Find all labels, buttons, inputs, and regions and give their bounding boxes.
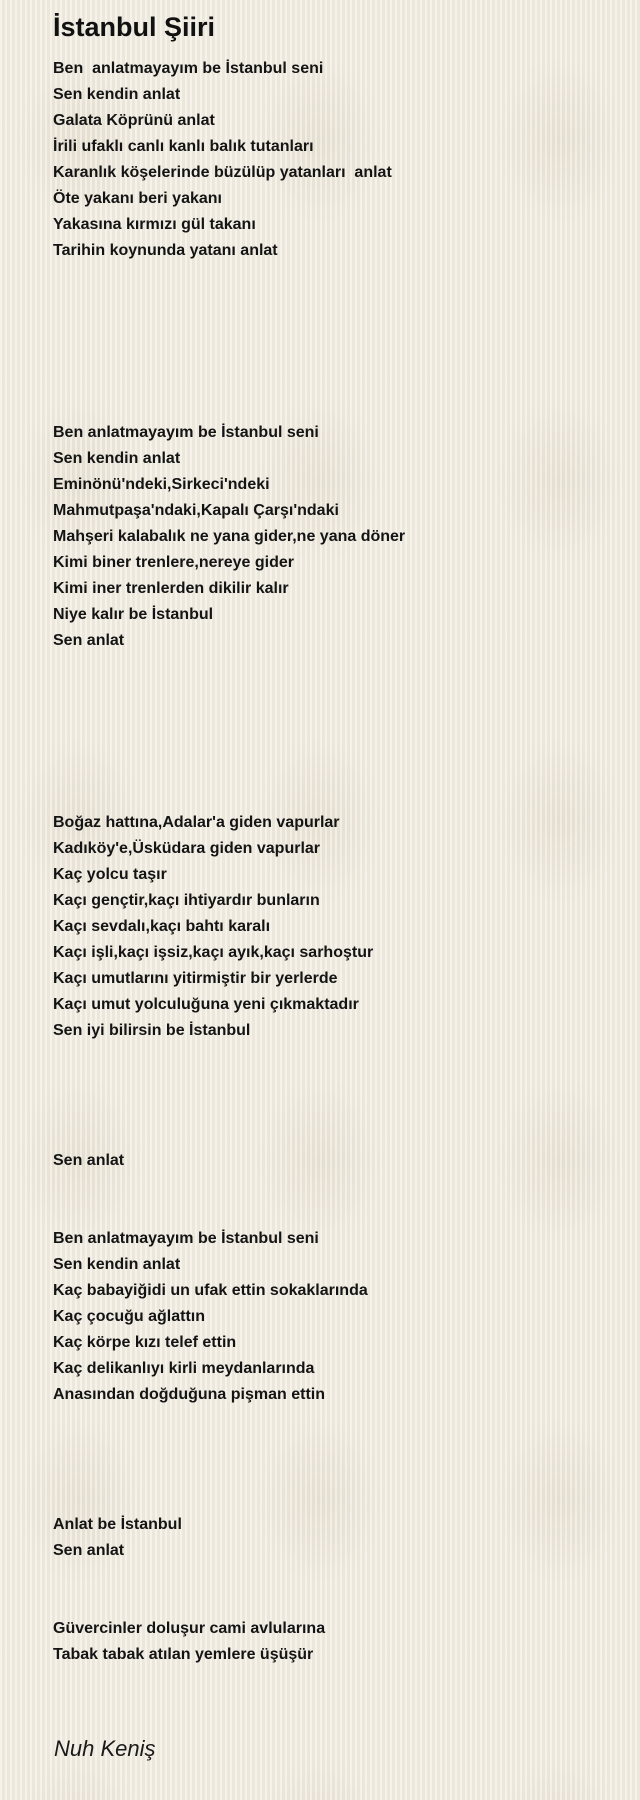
stanza-gap	[53, 264, 613, 290]
stanza-gap	[53, 290, 613, 316]
stanza-gap	[53, 1434, 613, 1460]
stanza-gap	[53, 1486, 613, 1512]
poem-line: Tarihin koynunda yatanı anlat	[53, 242, 278, 259]
poem-line: Anasından doğduğuna pişman ettin	[53, 1386, 325, 1403]
stanza-gap	[53, 1070, 613, 1096]
poem-line: Sen anlat	[53, 1542, 125, 1559]
poem-line: Ben anlatmayayım be İstanbul seni	[53, 1230, 319, 1247]
poem-line: Kaçı umut yolculuğuna yeni çıkmaktadır	[53, 996, 359, 1013]
stanza-gap	[53, 1564, 613, 1590]
stanza-gap	[53, 316, 613, 342]
poem-page	[53, 10, 613, 1668]
poem-line: Kaçı sevdalı,kaçı bahtı karalı	[53, 918, 271, 935]
poem-line: Güvercinler doluşur cami avlularına	[53, 1620, 326, 1637]
poem-line: İrili ufaklı canlı kanlı balık tutanları	[53, 138, 314, 155]
poem-line: Kaçı gençtir,kaçı ihtiyardır bunların	[53, 892, 320, 909]
poem-line: Niye kalır be İstanbul	[53, 606, 214, 623]
poem-line: Sen kendin anlat	[53, 450, 181, 467]
stanza-gap	[53, 342, 613, 368]
poem-line: Kadıköy'e,Üsküdara giden vapurlar	[53, 840, 321, 857]
stanza-gap	[53, 784, 613, 810]
poem-line: Kaçı işli,kaçı işsiz,kaçı ayık,kaçı sarhoştur	[53, 944, 374, 961]
stanza-gap	[53, 732, 613, 758]
poem-line: Boğaz hattına,Adalar'a giden vapurlar	[53, 814, 340, 831]
poem-line: Karanlık köşelerinde büzülüp yatanları anlat	[53, 164, 392, 181]
poem-line: Sen kendin anlat	[53, 86, 181, 103]
poem-line: Sen anlat	[53, 632, 125, 649]
poem-line: Eminönü'ndeki,Sirkeci'ndeki	[53, 476, 270, 493]
stanza-gap	[53, 758, 613, 784]
stanza-gap	[53, 1408, 613, 1434]
poem-line: Kimi iner trenlerden dikilir kalır	[53, 580, 289, 597]
poem-line: Kaç delikanlıyı kirli meydanlarında	[53, 1360, 315, 1377]
poem-line: Galata Köprünü anlat	[53, 112, 215, 129]
stanza-gap	[53, 1174, 613, 1200]
poem-line: Ben anlatmayayım be İstanbul seni	[53, 424, 319, 441]
stanza-gap	[53, 1096, 613, 1122]
poem-line: Öte yakanı beri yakanı	[53, 190, 222, 207]
poem-line: Ben anlatmayayım be İstanbul seni	[53, 60, 324, 77]
poem-line: Kaç babayiğidi un ufak ettin sokaklarında	[53, 1282, 368, 1299]
poem-line: Sen anlat	[53, 1152, 125, 1169]
stanza-gap	[53, 1122, 613, 1148]
stanza-gap	[53, 680, 613, 706]
poem-line: Kaçı umutlarını yitirmiştir bir yerlerde	[53, 970, 338, 987]
poem-line: Mahmutpaşa'ndaki,Kapalı Çarşı'ndaki	[53, 502, 339, 519]
stanza-gap	[53, 654, 613, 680]
stanza-gap	[53, 394, 613, 420]
stanza-gap	[53, 1460, 613, 1486]
poem-line: Kaç körpe kızı telef ettin	[53, 1334, 237, 1351]
stanza-gap	[53, 706, 613, 732]
poem-line: Kimi biner trenlere,nereye gider	[53, 554, 294, 571]
poem-line: Mahşeri kalabalık ne yana gider,ne yana döner	[53, 528, 406, 545]
poem-title: İstanbul Şiiri	[53, 12, 216, 42]
poem-body	[53, 56, 613, 1668]
poem-line: Tabak tabak atılan yemlere üşüşür	[53, 1646, 314, 1663]
poem-line: Kaç çocuğu ağlattın	[53, 1308, 206, 1325]
stanza-gap	[53, 1590, 613, 1616]
poem-line: Kaç yolcu taşır	[53, 866, 167, 883]
stanza-gap	[53, 1200, 613, 1226]
stanza-gap	[53, 1044, 613, 1070]
poem-line: Anlat be İstanbul	[53, 1516, 182, 1533]
stanza-gap	[53, 368, 613, 394]
poem-line: Sen iyi bilirsin be İstanbul	[53, 1022, 251, 1039]
poem-author: Nuh Keniş	[54, 1736, 156, 1761]
poem-line: Yakasına kırmızı gül takanı	[53, 216, 256, 233]
poem-line: Sen kendin anlat	[53, 1256, 181, 1273]
